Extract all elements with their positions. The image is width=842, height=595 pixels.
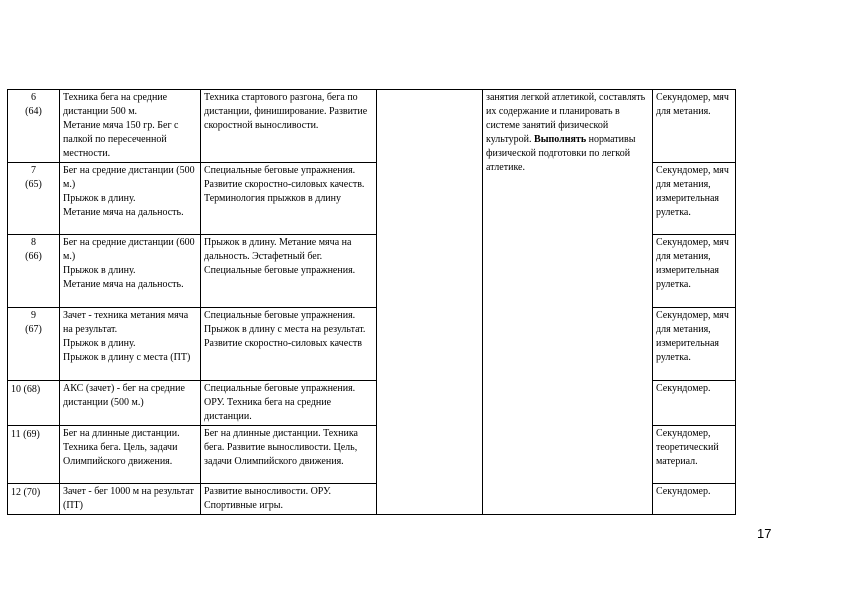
lesson-equipment: Секундомер, мяч для метания, измерительная рулетка. xyxy=(653,235,736,308)
lesson-content: Специальные беговые упражнения. ОРУ. Техника бега на средние дистанции. xyxy=(201,381,377,426)
lesson-number: 7 (65) xyxy=(8,163,60,235)
page-number: 17 xyxy=(757,526,772,541)
lesson-number: 9 (67) xyxy=(8,308,60,381)
lesson-equipment: Секундомер. xyxy=(653,484,736,515)
lesson-topic: Бег на средние дистанции (500 м.) Прыжок в длину. Метание мяча на дальность. xyxy=(60,163,201,235)
results-bold: Выполнять xyxy=(534,134,587,145)
lesson-content: Прыжок в длину. Метание мяча на дальность. Эстафетный бег. Специальные беговые упражнения. xyxy=(201,235,377,308)
lesson-equipment: Секундомер, мяч для метания. xyxy=(653,90,736,163)
results-text: занятия легкой атлетикой, составлять их содержание и планировать в системе занятий физической культурой. xyxy=(486,92,646,145)
lesson-topic: Бег на средние дистанции (600 м.) Прыжок в длину. Метание мяча на дальность. xyxy=(60,235,201,308)
learning-results-cell xyxy=(483,90,653,515)
results-text-2: нормативы физической подготовки по легкой атлетике. xyxy=(486,134,636,173)
lesson-content: Специальные беговые упражнения. Прыжок в длину с места на результат. Развитие скоростно-силовых качеств xyxy=(201,308,377,381)
lesson-equipment: Секундомер. xyxy=(653,381,736,426)
lesson-number: 11 (69) xyxy=(8,426,60,484)
lesson-topic: Техника бега на средние дистанции 500 м. Метание мяча 150 гр. Бег с палкой по пересеченной местности. xyxy=(60,90,201,163)
lesson-topic: АКС (зачет) - бег на средние дистанции (500 м.) xyxy=(60,381,201,426)
lesson-content: Специальные беговые упражнения. Развитие скоростно-силовых качеств. Терминология прыжков в длину xyxy=(201,163,377,235)
lesson-number: 10 (68) xyxy=(8,381,60,426)
lesson-number: 6 (64) xyxy=(8,90,60,163)
lesson-content: Техника стартового разгона, бега по дистанции, финиширование. Развитие скоростной выносливости. xyxy=(201,90,377,163)
lesson-equipment: Секундомер, теоретический материал. xyxy=(653,426,736,484)
lesson-topic: Зачет - техника метания мяча на результат. Прыжок в длину. Прыжок в длину с места (ПТ) xyxy=(60,308,201,381)
table-row xyxy=(8,90,736,163)
lesson-content: Развитие выносливости. ОРУ. Спортивные игры. xyxy=(201,484,377,515)
lesson-equipment: Секундомер, мяч для метания, измерительная рулетка. xyxy=(653,308,736,381)
lesson-topic: Зачет - бег 1000 м на результат (ПТ) xyxy=(60,484,201,515)
lesson-plan-table xyxy=(7,89,736,515)
lesson-number: 12 (70) xyxy=(8,484,60,515)
lesson-content: Бег на длинные дистанции. Техника бега. Развитие выносливости. Цель, задачи Олимпийского движения. xyxy=(201,426,377,484)
lesson-equipment: Секундомер, мяч для метания, измерительная рулетка. xyxy=(653,163,736,235)
empty-column-cell xyxy=(377,90,483,515)
lesson-number: 8 (66) xyxy=(8,235,60,308)
lesson-topic: Бег на длинные дистанции. Техника бега. Цель, задачи Олимпийского движения. xyxy=(60,426,201,484)
